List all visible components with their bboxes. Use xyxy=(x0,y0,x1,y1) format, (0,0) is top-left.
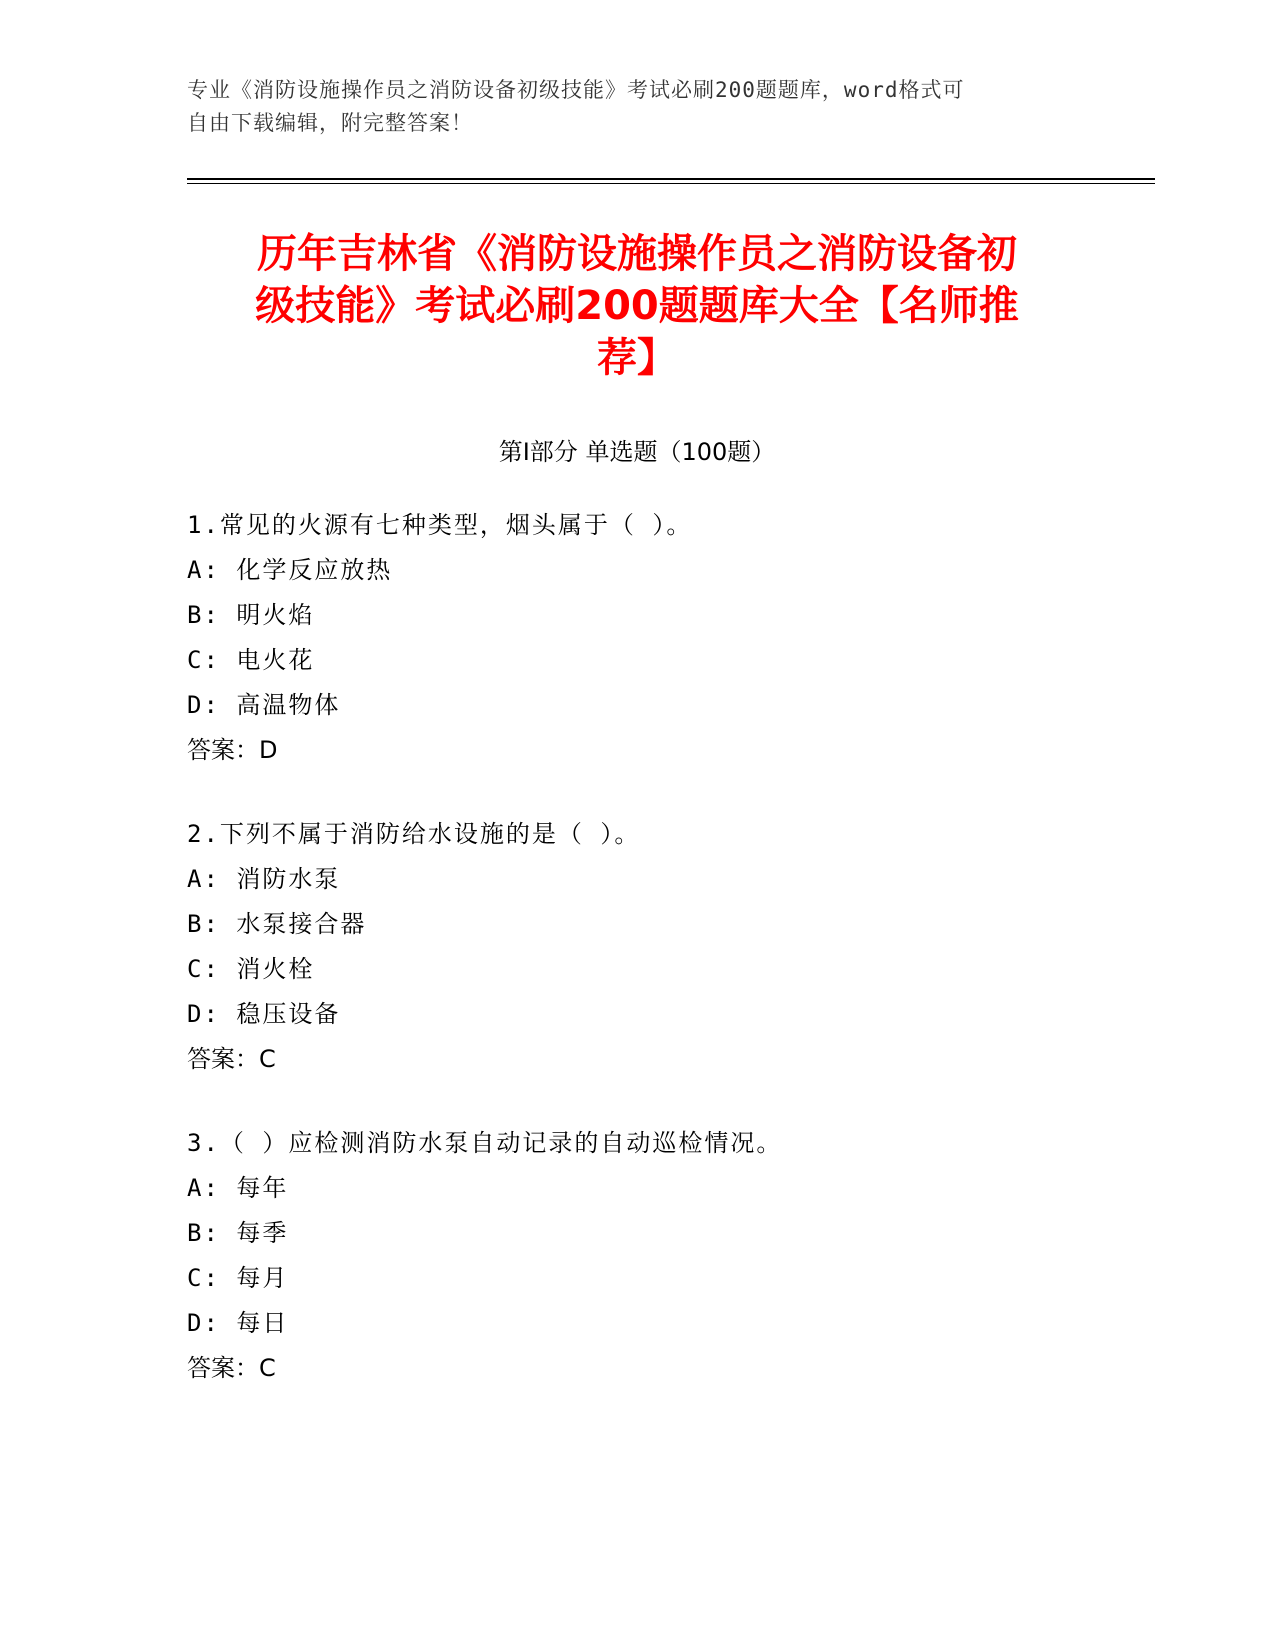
option-d: D: 稳压设备 xyxy=(187,1000,341,1028)
document-title-line: 级技能》考试必刷200题题库大全【名师推 xyxy=(255,283,1019,329)
option-c: C: 消火栓 xyxy=(187,955,315,983)
option-a: A: 每年 xyxy=(187,1174,289,1202)
answer: 答案：C xyxy=(187,1045,276,1073)
document-title-line: 荐】 xyxy=(597,335,677,381)
question-stem: 2.下列不属于消防给水设施的是（ ）。 xyxy=(187,820,641,848)
option-c: C: 每月 xyxy=(187,1264,289,1292)
option-b: B: 水泵接合器 xyxy=(187,910,367,938)
question-stem: 3.（ ）应检测消防水泵自动记录的自动巡检情况。 xyxy=(187,1129,783,1157)
header-divider-thin xyxy=(187,183,1155,184)
option-d: D: 每日 xyxy=(187,1309,289,1337)
answer: 答案：C xyxy=(187,1354,276,1382)
option-a: A: 消防水泵 xyxy=(187,865,341,893)
option-b: B: 每季 xyxy=(187,1219,289,1247)
section-heading: 第Ⅰ部分 单选题（100题） xyxy=(498,438,776,466)
question-block xyxy=(187,503,1087,773)
question-block xyxy=(187,812,1087,1082)
header-divider-thick xyxy=(187,178,1155,180)
document-title-line: 历年吉林省《消防设施操作员之消防设备初 xyxy=(257,231,1017,277)
document-title xyxy=(187,228,1087,384)
option-b: B: 明火焰 xyxy=(187,601,315,629)
option-c: C: 电火花 xyxy=(187,646,315,674)
question-stem: 1.常见的火源有七种类型，烟头属于（ ）。 xyxy=(187,511,693,539)
header-note-line: 自由下载编辑，附完整答案！ xyxy=(187,111,473,135)
option-a: A: 化学反应放热 xyxy=(187,556,393,584)
header-note xyxy=(187,74,1067,140)
answer: 答案：D xyxy=(187,736,278,764)
question-block xyxy=(187,1121,1087,1391)
option-d: D: 高温物体 xyxy=(187,691,341,719)
header-note-line: 专业《消防设施操作员之消防设备初级技能》考试必刷200题题库，word格式可 xyxy=(187,78,965,102)
